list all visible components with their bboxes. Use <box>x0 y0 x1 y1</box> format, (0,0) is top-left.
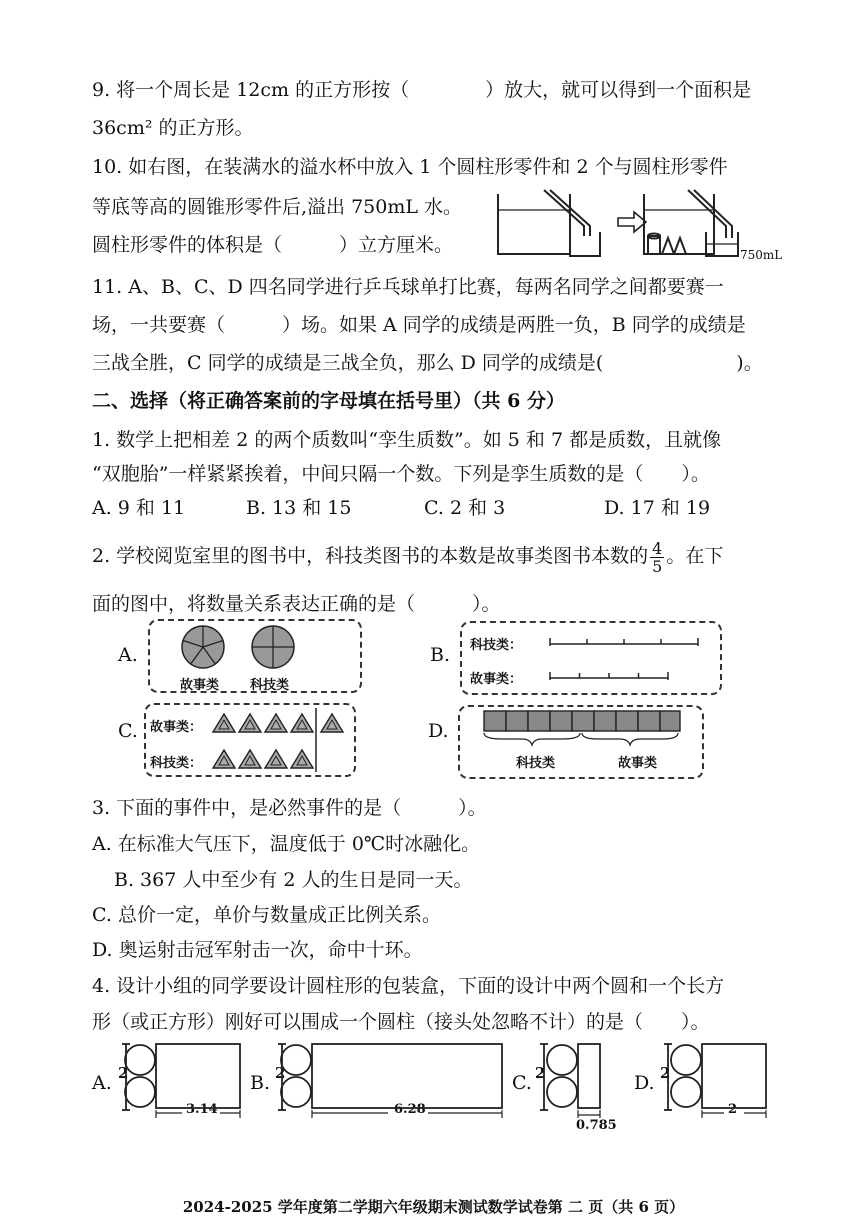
c2-opt-b-label2: 故事类： <box>470 672 523 687</box>
q11-line3: 三战全胜，C 同学的成绩是三战全负，那么 D 同学的成绩是( )。 <box>92 352 763 374</box>
c1-option-b: B. 13 和 15 <box>246 497 352 519</box>
c4-line2: 形（或正方形）刚好可以围成一个圆柱（接头处忽略不计）的是（ ）。 <box>92 1011 710 1033</box>
c2-opt-d-label1: 科技类 <box>516 756 556 771</box>
block-bar <box>482 709 682 747</box>
c4-opt-d-h: 2 <box>660 1064 671 1082</box>
q11-line2: 场，一共要赛（ ）场。如果 A 同学的成绩是两胜一负，B 同学的成绩是 <box>92 314 746 336</box>
c4-opt-b-letter: B. <box>250 1072 271 1094</box>
triangle-rows <box>208 708 356 772</box>
c1-option-d: D. 17 和 19 <box>604 497 711 519</box>
q9-line2: 36cm² 的正方形。 <box>92 117 254 139</box>
c3-line1: 3. 下面的事件中，是必然事件的是（ ）。 <box>92 797 487 819</box>
c4-opt-a-h: 2 <box>118 1064 129 1082</box>
q9-line1: 9. 将一个周长是 12cm 的正方形按（ ）放大，就可以得到一个面积是 <box>92 79 752 101</box>
c2-opt-d-letter: D. <box>428 720 449 742</box>
net-a <box>112 1040 252 1120</box>
segment-bars <box>548 634 708 684</box>
c3-option-b: B. 367 人中至少有 2 人的生日是同一天。 <box>114 869 473 891</box>
c2-opt-c-label1: 故事类： <box>150 720 203 735</box>
c3-option-c: C. 总价一定，单价与数量成正比例关系。 <box>92 904 441 926</box>
q10-figure-label: 750mL <box>740 248 783 262</box>
net-d <box>654 1040 774 1120</box>
c4-opt-c-letter: C. <box>512 1072 532 1094</box>
pie-four-icon <box>250 624 296 670</box>
q10-line3: 圆柱形零件的体积是（ ）立方厘米。 <box>92 234 454 256</box>
c4-opt-b-w: 6.28 <box>394 1102 426 1117</box>
c2-opt-b-letter: B. <box>430 644 451 666</box>
c2-line2: 面的图中，将数量关系表达正确的是（ ）。 <box>92 593 501 615</box>
c1-line1: 1. 数学上把相差 2 的两个质数叫“孪生质数”。如 5 和 7 都是质数，且就像 <box>92 429 722 451</box>
c1-line2: “双胞胎”一样紧紧挨着，中间只隔一个数。下列是孪生质数的是（ ）。 <box>92 463 710 485</box>
c4-opt-d-w: 2 <box>728 1102 738 1117</box>
c4-opt-d-letter: D. <box>634 1072 655 1094</box>
c2-opt-a-label2: 科技类 <box>250 678 290 693</box>
c3-option-d: D. 奥运射击冠军射击一次，命中十环。 <box>92 939 423 961</box>
fraction-numerator: 4 <box>652 538 663 558</box>
page-footer: 2024-2025 学年度第二学期六年级期末测试数学试卷第 二 页（共 6 页） <box>182 1198 685 1216</box>
c2-opt-c-label2: 科技类： <box>150 756 203 771</box>
c4-opt-a-w: 3.14 <box>186 1102 218 1117</box>
c1-option-c: C. 2 和 3 <box>424 497 506 519</box>
q10-line2: 等底等高的圆锥形零件后,溢出 750mL 水。 <box>92 196 463 218</box>
c2-opt-a-label1: 故事类 <box>180 678 220 693</box>
pie-five-icon <box>180 624 226 670</box>
c2-opt-d-label2: 故事类 <box>618 756 658 771</box>
c2-line1-post: 。在下 <box>666 545 724 567</box>
q10-line1: 10. 如右图，在装满水的溢水杯中放入 1 个圆柱形零件和 2 个与圆柱形零件 <box>92 156 728 178</box>
fraction <box>650 540 664 575</box>
net-c <box>530 1040 620 1120</box>
c1-option-a: A. 9 和 11 <box>92 497 186 519</box>
q11-line1: 11. A、B、C、D 四名同学进行乒乓球单打比赛，每两名同学之间都要赛一 <box>92 276 724 298</box>
c4-opt-c-h: 2 <box>535 1064 546 1082</box>
c2-line1 <box>92 536 723 576</box>
c4-line1: 4. 设计小组的同学要设计圆柱形的包装盒，下面的设计中两个圆和一个长方 <box>92 975 725 997</box>
net-b <box>268 1040 518 1120</box>
c2-line1-pre: 2. 学校阅览室里的图书中，科技类图书的本数是故事类图书本数的 <box>92 545 649 567</box>
c2-opt-b-label1: 科技类： <box>470 638 523 653</box>
c3-option-a: A. 在标准大气压下，温度低于 0℃时冰融化。 <box>92 833 481 855</box>
section-heading: 二、选择（将正确答案前的字母填在括号里）（共 6 分） <box>92 390 565 412</box>
c2-opt-a-letter: A. <box>118 644 138 666</box>
c4-opt-c-w: 0.785 <box>576 1118 617 1133</box>
fraction-denominator: 5 <box>652 556 663 576</box>
c4-opt-b-h: 2 <box>275 1064 286 1082</box>
c2-opt-c-letter: C. <box>118 720 138 742</box>
c4-opt-a-letter: A. <box>92 1072 112 1094</box>
